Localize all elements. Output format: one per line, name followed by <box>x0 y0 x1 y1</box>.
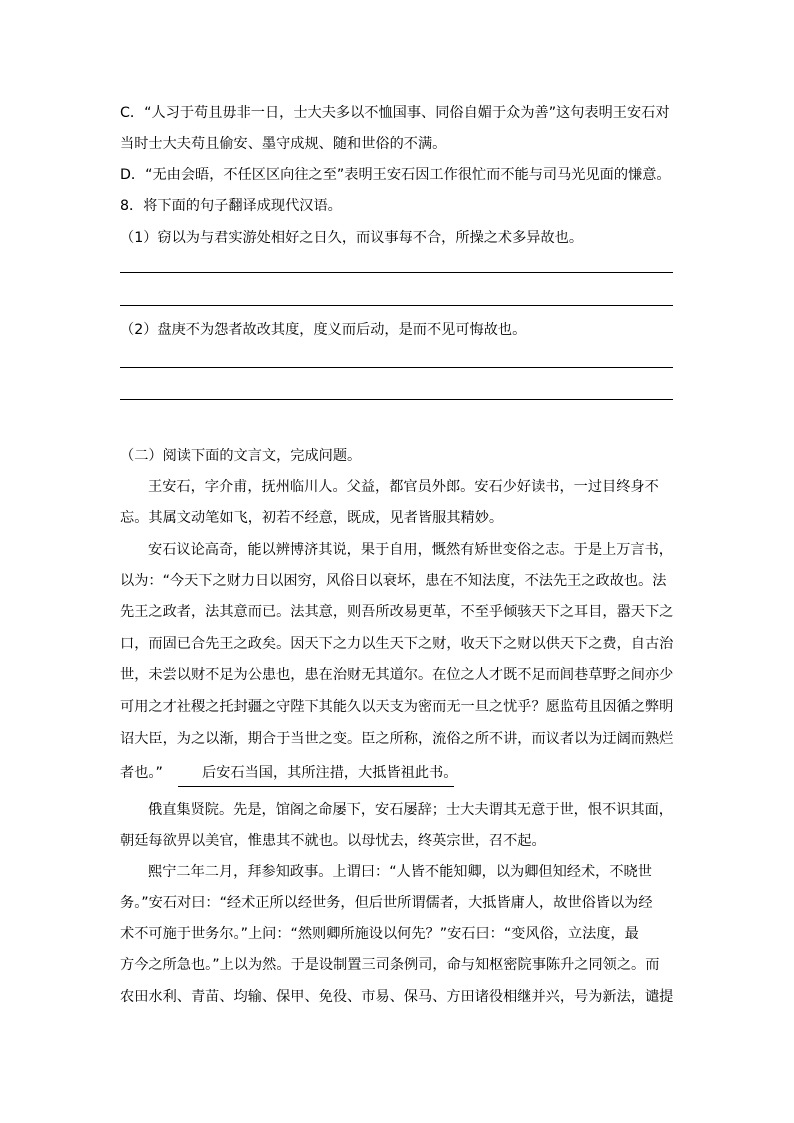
paragraph-1-line-2: 忘。其属文动笔如飞，初若不经意，既成，见者皆服其精妙。 <box>120 510 504 526</box>
paragraph-2-line-8-end: 后安石当国，其所注措，大抵皆祖此书。 <box>202 765 458 781</box>
paragraph-2-line-5: 世，未尝以财不足为公患也，患在治财无其道尔。在位之人才既不足而闾巷草野之间亦少 <box>120 667 674 683</box>
section-2-heading: （二）阅读下面的文言文，完成问题。 <box>120 448 362 464</box>
paragraph-3-line-2: 朝廷每欲畀以美官，惟患其不就也。以母忧去，终英宗世，召不起。 <box>120 833 546 849</box>
paragraph-2-line-2: 以为：“今天下之财力日以困穷，风俗日以衰坏，患在不知法度，不法先王之政故也。法 <box>120 573 667 589</box>
question-8-item-2: （2）盘庚不为怨者故改其度，度义而后动，是而不见可悔故也。 <box>120 322 527 338</box>
paragraph-2-line-4: 口，而固已合先王之政矣。因天下之力以生天下之财，收天下之财以供天下之费，自古治 <box>120 636 674 652</box>
option-c-line-2: 当时士大夫苟且偷安、墨守成规、随和世俗的不满。 <box>120 136 447 152</box>
paragraph-3-line-1: 俄直集贤院。先是，馆阁之命屡下，安石屡辞；士大夫谓其无意于世，恨不识其面， <box>148 802 673 818</box>
paragraph-2-line-3: 先王之政者，法其意而已。法其意，则吾所改易更革，不至乎倾骇天下之耳目，嚣天下之 <box>120 604 674 620</box>
option-d-line-1: D．“无由会晤，不任区区向往之至”表明王安石因工作很忙而不能与司马光见面的慊意。 <box>120 167 671 183</box>
highlight-underline <box>178 786 454 787</box>
answer-line-3 <box>120 367 673 368</box>
paragraph-4-line-5: 农田水利、青苗、均输、保甲、免役、市易、保马、方田诸役相继并兴，号为新法，谴提 <box>120 989 674 1005</box>
paragraph-2-line-8-start: 者也。” <box>120 765 163 781</box>
paragraph-4-line-4: 方今之所急也。”上以为然。于是设制置三司条例司，命与知枢密院事陈升之同领之。而 <box>120 957 660 973</box>
question-8-item-1: （1）窃以为与君实游处相好之日久，而议事每不合，所操之术多异故也。 <box>120 230 584 246</box>
paragraph-1-line-1: 王安石，字介甫，抚州临川人。父益，都官员外郎。安石少好读书，一过目终身不 <box>148 479 659 495</box>
paragraph-2-line-6: 可用之才社稷之托封疆之守陛下其能久以天支为密而无一旦之忧乎？愿监苟且因循之弊明 <box>120 699 674 715</box>
paragraph-2-line-1: 安石议论高奇，能以辨博济其说，果于自用，慨然有矫世变俗之志。于是上万言书， <box>148 542 673 558</box>
paragraph-4-line-1: 熙宁二年二月，拜参知政事。上谓曰：“人皆不能知卿，以为卿但知经术，不晓世 <box>148 864 652 880</box>
paragraph-4-line-3: 术不可施于世务尔。”上问：“然则卿所施设以何先？”安石曰：“变风俗，立法度，最 <box>120 926 639 942</box>
question-8-title: 8．将下面的句子翻译成现代汉语。 <box>120 198 342 214</box>
answer-line-2 <box>120 305 673 306</box>
answer-line-1 <box>120 272 673 273</box>
paragraph-2-line-7: 诏大臣，为之以渐，期合于当世之变。臣之所称，流俗之所不讲，而议者以为迂阔而熟烂 <box>120 731 674 747</box>
answer-line-4 <box>120 399 673 400</box>
paragraph-4-line-2: 务。”安石对曰：“经术正所以经世务，但后世所谓儒者，大抵皆庸人，故世俗皆以为经 <box>120 895 653 911</box>
option-c-line-1: C．“人习于苟且毋非一日，士大夫多以不恤国事、同俗自媚于众为善”这句表明王安石对 <box>120 105 670 121</box>
